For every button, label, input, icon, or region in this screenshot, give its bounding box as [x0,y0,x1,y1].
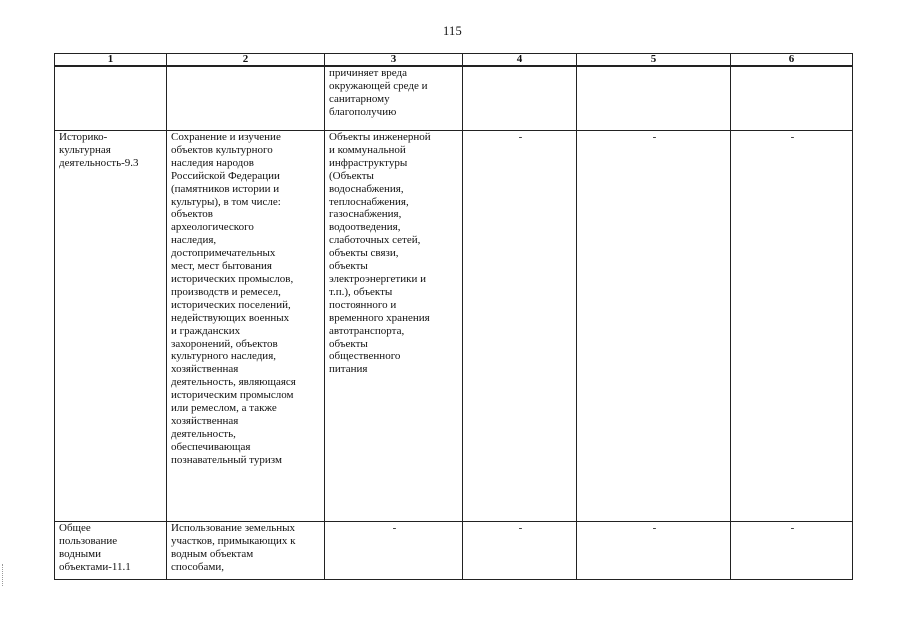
cell-permitted-objects: причиняет вреда окружающей среде и санитарному благополучию [325,66,463,131]
cell-land-use-type: Общее пользование водными объектами-11.1 [55,522,167,580]
cell-col5: - [577,522,731,580]
cell-land-use-type [55,66,167,131]
table-row [55,66,853,131]
table-row [55,522,853,580]
cell-description [167,66,325,131]
zoning-table [54,53,853,580]
column-header-5: 5 [577,54,731,67]
column-header-2: 2 [167,54,325,67]
column-header-4: 4 [463,54,577,67]
column-header-3: 3 [325,54,463,67]
page-number: 115 [443,24,462,38]
cell-col5: - [577,131,731,522]
column-header-6: 6 [731,54,853,67]
cell-col6: - [731,522,853,580]
cell-land-use-type: Историко- культурная деятельность-9.3 [55,131,167,522]
column-header-1: 1 [55,54,167,67]
cell-permitted-objects: - [325,522,463,580]
table-row [55,131,853,522]
cell-col4: - [463,131,577,522]
cell-col6: - [731,131,853,522]
cell-col4: - [463,522,577,580]
cell-permitted-objects: Объекты инженерной и коммунальной инфраструктуры (Объекты водоснабжения, теплоснабжения, газоснабжения, водоотведения, слаботочных сетей, объекты связи, объекты электроэнергетики и т.п.), объекты постоянного и временного хранения автотранспорта, объекты общественного питания [325,131,463,522]
cell-col6 [731,66,853,131]
cell-col5 [577,66,731,131]
header-row [55,54,853,67]
scan-artifact [2,564,6,586]
cell-description: Сохранение и изучение объектов культурного наследия народов Российской Федерации (памятников истории и культуры), в том числе: объектов археологического наследия, достопримечательных мест, мест бытования исторических промыслов, производств и ремесел, исторических поселений, недействующих военных и гражданских захоронений, объектов культурного наследия, хозяйственная деятельность, являющаяся историческим промыслом или ремеслом, а также хозяйственная деятельность, обеспечивающая познавательный туризм [167,131,325,522]
cell-description: Использование земельных участков, примыкающих к водным объектам способами, [167,522,325,580]
cell-col4 [463,66,577,131]
